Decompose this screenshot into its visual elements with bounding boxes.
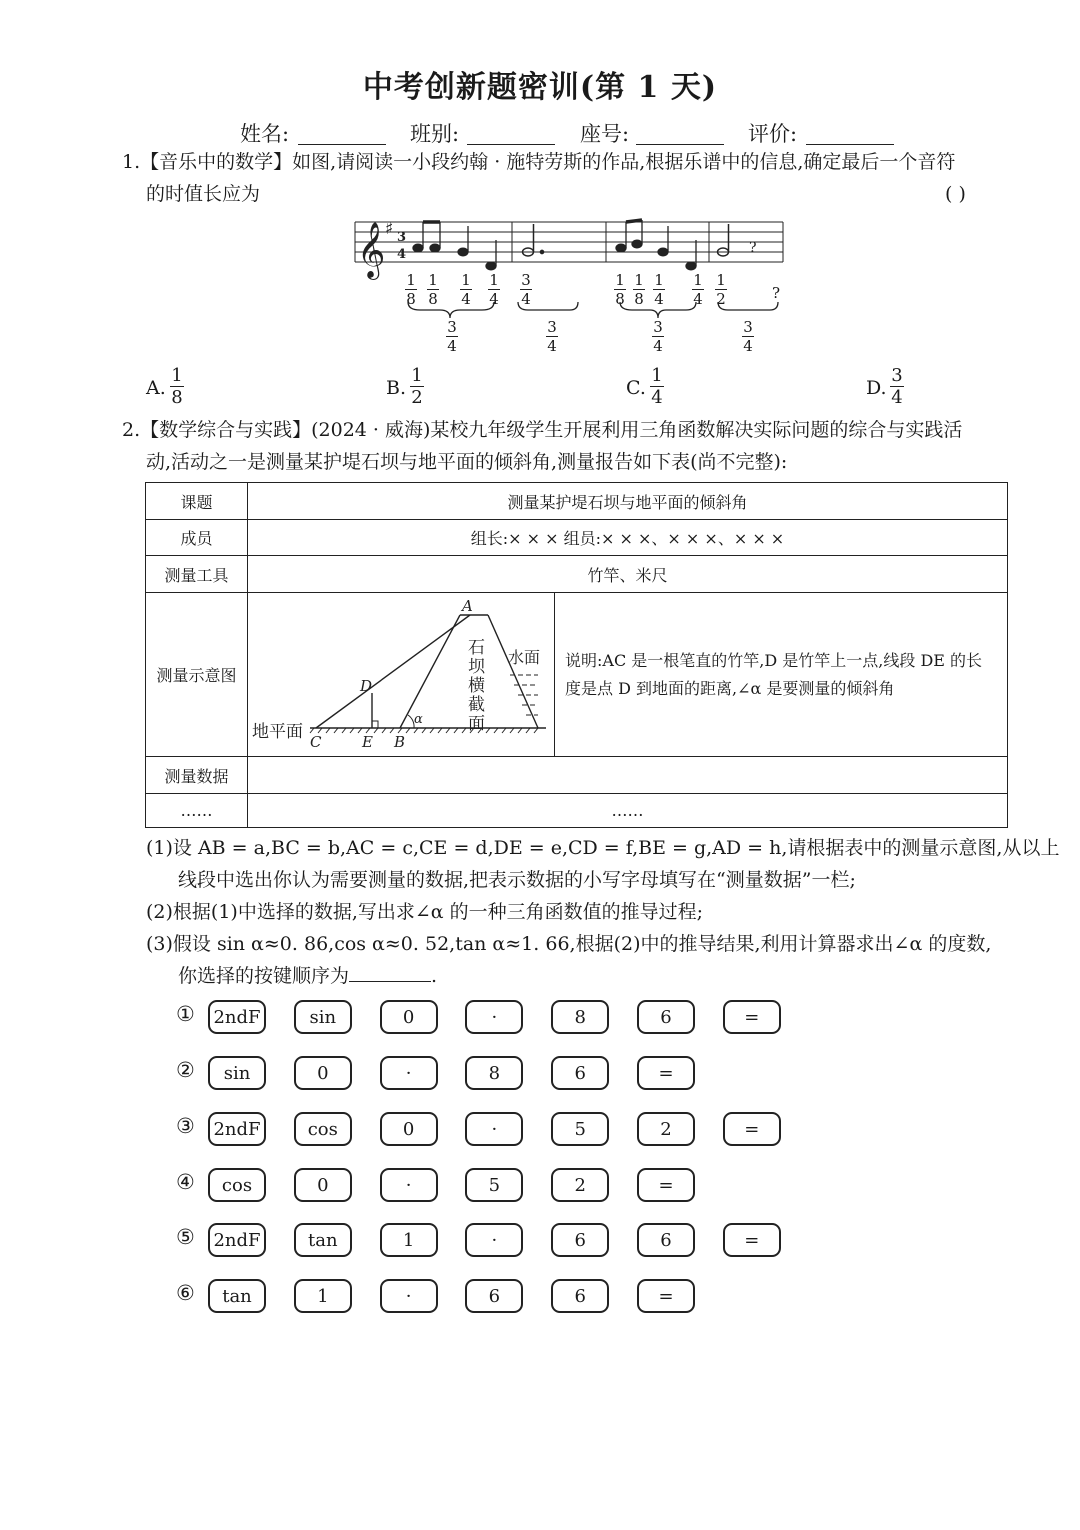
last-note-value: ? — [772, 284, 781, 302]
calculator-key: 2ndF — [208, 1000, 266, 1034]
calculator-key: = — [637, 1056, 695, 1090]
q1-answer-paren[interactable]: ( ) — [945, 183, 966, 205]
row-label-more: …… — [146, 794, 248, 828]
calculator-key: 6 — [637, 1000, 695, 1034]
class-label: 班别: — [410, 122, 460, 146]
point-E: E — [362, 733, 373, 751]
q2-line1: 2.【数学综合与实践】(2024 · 威海)某校九年级学生开展利用三角函数解决实际问题的综合与实践活 — [122, 419, 963, 441]
group-sum-fraction: 3 4 — [653, 318, 663, 355]
seat-blank[interactable] — [636, 144, 724, 145]
calculator-key: 6 — [637, 1223, 695, 1257]
q2-sub3-line2: 你选择的按键顺序为 . — [178, 960, 437, 992]
row-value-members: 组长:× × × 组员:× × ×、× × ×、× × × — [248, 520, 1008, 556]
calculator-key: tan — [294, 1223, 352, 1257]
calculator-key: 5 — [465, 1168, 523, 1202]
table-row — [146, 520, 1008, 556]
calculator-key: 0 — [380, 1000, 438, 1034]
dam-diagram — [248, 593, 554, 756]
key-option-index[interactable]: ① — [176, 1002, 195, 1026]
note-eighth — [616, 244, 626, 252]
row-value-data-input[interactable] — [248, 757, 1008, 794]
q2-sub1-line1: (1)设 AB = a,BC = b,AC = c,CE = d,DE = e,CD = f,BE = g,AD = h,请根据表中的测量示意图,从以上 — [146, 837, 1060, 859]
group-sum-fraction: 3 4 — [743, 318, 753, 355]
q2-sub3-line1: (3)假设 sin α≈0. 86,cos α≈0. 52,tan α≈1. 66,根据(2)中的推导结果,利用计算器求出∠α 的度数, — [146, 933, 992, 955]
calculator-key: 6 — [551, 1279, 609, 1313]
grade-blank[interactable] — [806, 144, 894, 145]
group-sum-fraction: 3 4 — [447, 318, 457, 355]
seat-label: 座号: — [580, 122, 630, 146]
student-info-line — [0, 118, 1080, 148]
measure-4 — [718, 224, 729, 256]
diagram-cell — [248, 593, 555, 757]
row-value-tools: 竹竿、米尺 — [248, 556, 1008, 593]
calculator-key: = — [723, 1000, 781, 1034]
calculator-key: 6 — [551, 1056, 609, 1090]
measure-1 — [413, 222, 496, 270]
point-C: C — [310, 733, 322, 751]
calculator-key: 1 — [380, 1223, 438, 1257]
dam-slope-AB — [400, 615, 460, 728]
angle-alpha: α — [414, 712, 423, 727]
calculator-key: · — [465, 1112, 523, 1146]
calculator-key: · — [380, 1279, 438, 1313]
key-signature: ♯ — [385, 219, 394, 239]
q1-line1: 1.【音乐中的数学】如图,请阅读一小段约翰 · 施特劳斯的作品,根据乐谱中的信息,确定最后一个音符 — [122, 151, 956, 173]
q2-sub1-line2: 线段中选出你认为需要测量的数据,把表示数据的小写字母填写在“测量数据”一栏; — [178, 869, 856, 891]
row-value-more: …… — [248, 794, 1008, 828]
row-value-topic: 测量某护堤石坝与地平面的倾斜角 — [248, 483, 1008, 520]
note-value-fraction: 1 4 — [693, 271, 703, 308]
calculator-key: 2 — [637, 1112, 695, 1146]
note-eighth — [430, 244, 440, 252]
q2-sub2: (2)根据(1)中选择的数据,写出求∠α 的一种三角函数值的推导过程; — [146, 901, 704, 923]
calculator-key: 2 — [551, 1168, 609, 1202]
calculator-key: 6 — [465, 1279, 523, 1313]
table-row — [146, 483, 1008, 520]
name-blank[interactable] — [298, 144, 386, 145]
option-fraction: 3 4 — [891, 365, 903, 408]
time-sig-den: 4 — [397, 247, 407, 262]
measure-2 — [523, 224, 544, 256]
key-option-index[interactable]: ⑤ — [176, 1225, 195, 1249]
note-value-fraction: 1 2 — [716, 271, 726, 308]
calculator-key: = — [637, 1279, 695, 1313]
calculator-key: 8 — [465, 1056, 523, 1090]
grade-label: 评价: — [748, 122, 798, 146]
time-sig-num: 3 — [397, 230, 407, 245]
group-brackets — [400, 298, 790, 322]
note-value-fraction: 1 8 — [634, 271, 644, 308]
key-option-index[interactable]: ⑥ — [176, 1281, 195, 1305]
note-value-fraction: 3 4 — [521, 271, 531, 308]
row-label-members: 成员 — [146, 520, 248, 556]
note-value-fraction: 1 8 — [428, 271, 438, 308]
row-label-topic: 课题 — [146, 483, 248, 520]
key-sequence-blank[interactable] — [349, 961, 431, 982]
dam-label: 石坝横截面 — [464, 638, 484, 733]
note-quarter — [486, 262, 496, 270]
point-B: B — [394, 733, 406, 751]
calculator-key: sin — [208, 1056, 266, 1090]
treble-clef-icon: 𝄞 — [357, 222, 386, 278]
calculator-key: cos — [208, 1168, 266, 1202]
page-title: 中考创新题密训(第 1 天) — [362, 70, 718, 105]
calculator-key: · — [380, 1056, 438, 1090]
calculator-key: 1 — [294, 1279, 352, 1313]
ground-label: 地平面 — [252, 722, 303, 742]
note-value-fraction: 1 4 — [461, 271, 471, 308]
point-D: D — [360, 677, 373, 695]
water-label: 水面 — [508, 648, 541, 667]
calculator-key: = — [723, 1223, 781, 1257]
calculator-key: tan — [208, 1279, 266, 1313]
calculator-key: 0 — [380, 1112, 438, 1146]
calculator-key: 6 — [551, 1223, 609, 1257]
music-staff — [345, 208, 790, 280]
note-value-fraction: 1 4 — [489, 271, 499, 308]
note-quarter — [658, 248, 668, 256]
name-label: 姓名: — [240, 122, 290, 146]
row-label-data: 测量数据 — [146, 757, 248, 794]
table-row — [146, 794, 1008, 828]
note-quarter — [458, 248, 468, 256]
calculator-key: 5 — [551, 1112, 609, 1146]
calculator-key: 2ndF — [208, 1112, 266, 1146]
q2-line2: 动,活动之一是测量某护堤石坝与地平面的倾斜角,测量报告如下表(尚不完整): — [146, 451, 788, 473]
key-option-index[interactable]: ③ — [176, 1114, 195, 1138]
key-option-index[interactable]: ④ — [176, 1170, 195, 1194]
row-label-diagram: 测量示意图 — [146, 593, 248, 757]
option-fraction: 1 4 — [651, 365, 663, 408]
key-option-index[interactable]: ② — [176, 1058, 195, 1082]
calculator-key: = — [637, 1168, 695, 1202]
note-eighth — [413, 244, 423, 252]
report-table — [145, 482, 1008, 828]
unknown-note-mark: ? — [749, 240, 757, 256]
table-row — [146, 593, 1008, 757]
group-sum-fraction: 3 4 — [547, 318, 557, 355]
calculator-key: = — [723, 1112, 781, 1146]
calculator-key: · — [465, 1000, 523, 1034]
note-eighth — [632, 240, 642, 248]
class-blank[interactable] — [467, 144, 555, 145]
point-A: A — [462, 597, 473, 615]
note-value-fraction: 1 8 — [615, 271, 625, 308]
calculator-key: 8 — [551, 1000, 609, 1034]
calculator-key: 2ndF — [208, 1223, 266, 1257]
note-quarter — [686, 262, 696, 270]
table-row — [146, 757, 1008, 794]
calculator-key: · — [380, 1168, 438, 1202]
pole-AC — [316, 615, 470, 728]
calculator-key: 0 — [294, 1168, 352, 1202]
option-fraction: 1 8 — [171, 365, 183, 408]
diagram-note: 说明:AC 是一根笔直的竹竿,D 是竹竿上一点,线段 DE 的长度是点 D 到地面的距离,∠α 是要测量的倾斜角 — [555, 593, 1008, 757]
table-row — [146, 556, 1008, 593]
calculator-key: · — [465, 1223, 523, 1257]
q1-line2: 的时值长应为 — [146, 183, 261, 205]
option-fraction: 1 2 — [411, 365, 423, 408]
note-value-fraction: 1 8 — [406, 271, 416, 308]
note-value-fraction: 1 4 — [654, 271, 664, 308]
row-label-tools: 测量工具 — [146, 556, 248, 593]
calculator-key: sin — [294, 1000, 352, 1034]
calculator-key: cos — [294, 1112, 352, 1146]
calculator-key: 0 — [294, 1056, 352, 1090]
